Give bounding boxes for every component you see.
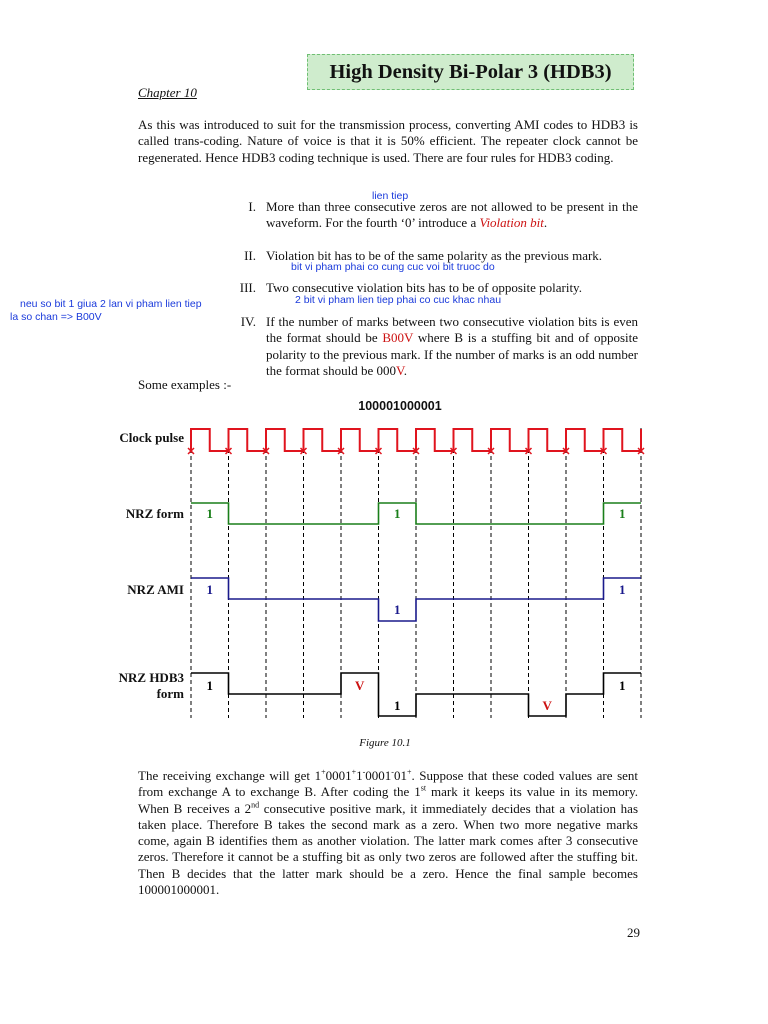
- rule-1-number: I.: [248, 199, 256, 214]
- rule-4-format-v: V: [395, 362, 404, 378]
- conclusion-s6: . Suppose that these coded values are sent from exchange A to exchange B. After coding the 1: [138, 768, 639, 800]
- margin-note-2: la so chan => B00V: [10, 311, 102, 323]
- rule-3-number: III.: [239, 280, 256, 295]
- conclusion-sup4: -: [391, 767, 394, 777]
- conclusion-paragraph: [138, 768, 638, 898]
- page-number: 29: [627, 925, 640, 940]
- ami-pulse-label: 1: [394, 602, 401, 617]
- clock-pulse-waveform: [191, 429, 641, 451]
- ami-pulse-label: 1: [206, 582, 213, 597]
- rule-4-number: IV.: [240, 314, 256, 329]
- figure-caption: Figure 10.1: [359, 737, 411, 749]
- hdb3-pulse-label: V: [355, 678, 365, 693]
- hdb3-pulse-label: 1: [206, 678, 213, 693]
- hdb3-pulse-label: V: [542, 698, 552, 713]
- conclusion-sup3: -: [362, 767, 366, 777]
- nrz-waveform: [191, 503, 641, 524]
- chapter-label: Chapter 10: [138, 85, 197, 100]
- conclusion-s3: 1: [356, 768, 363, 783]
- violation-bit-term: Violation bit: [479, 215, 544, 231]
- hdb3-pulse-label: 1: [394, 698, 401, 713]
- conclusion-s1: The receiving exchange will get 1: [138, 768, 322, 783]
- conclusion-sup1: +: [321, 767, 326, 777]
- conclusion-s7: mark it keeps its value in its memory. When B receives a 2: [138, 784, 638, 816]
- examples-label: Some examples :-: [138, 377, 232, 392]
- conclusion-sup6: st: [420, 783, 427, 793]
- rule-1-text-b: .: [543, 215, 548, 231]
- nrz-ami-label: NRZ AMI: [127, 582, 184, 597]
- nrz-hdb3-label-line-2: form: [156, 686, 184, 701]
- ami-pulse-label: 1: [619, 582, 626, 597]
- rule-4-part-3: 000: [376, 362, 396, 378]
- rule-2-text: Violation bit has to be of the same polarity as the previous mark.: [266, 248, 603, 263]
- conclusion-s5: 01: [393, 768, 407, 783]
- margin-note-1: neu so bit 1 giua 2 lan vi pham lien tiep: [20, 298, 202, 310]
- rule-1-text-a: More than three consecutive zeros are not allowed to be present in the waveform. For the fourth ‘0’ introduce a: [266, 199, 638, 231]
- conclusion-s2: 0001: [325, 768, 352, 783]
- intro-paragraph: As this was introduced to suit for the transmission process, converting AMI codes to HDB3 is called trans-coding. Nature of voice is that it is 50% efficient. The repeater clock cannot be regenerated. Hence HDB3 coding technique is used. There are four rules for HDB3 coding.: [138, 117, 638, 165]
- nrz-hdb3-waveform: [191, 673, 641, 716]
- annotation-rule-3: 2 bit vi pham lien tiep phai co cuc khac nhau: [295, 294, 502, 306]
- nrz-hdb3-label-line-1: NRZ HDB3: [118, 670, 184, 685]
- conclusion-s4: 0001: [365, 768, 392, 783]
- annotation-lien-tiep: lien tiep: [372, 190, 409, 202]
- annotation-rule-2: bit vi pham phai co cung cuc voi bit truoc do: [291, 261, 495, 273]
- conclusion-sup5: +: [406, 767, 412, 777]
- rule-4-format-b00v: B00V: [382, 330, 414, 346]
- hdb3-pulse-label: 1: [619, 678, 626, 693]
- conclusion-sup7: nd: [251, 800, 260, 810]
- conclusion-s8: consecutive positive mark, it immediately decides that a violation has taken place. Therefore B takes the second mark as a zero. When two more negative marks come, again B identifies them as another violation. The latter mark comes after 3 consecutive zeros. Therefore it cannot be a stuffing bit as only two zeros are followed after the stuffing bit. Then B decides that the latter mark should be a zero. Hence the final sample becomes 100001000001.: [138, 800, 639, 898]
- rule-3-text: Two consecutive violation bits has to be of opposite polarity.: [266, 280, 582, 295]
- rule-2-number: II.: [244, 248, 256, 263]
- nrz-pulse-label: 1: [394, 506, 401, 521]
- nrz-pulse-label: 1: [619, 506, 626, 521]
- rule-4-part-1: If the number of marks between two consecutive violation bits is even the format should be: [266, 314, 638, 346]
- clock-pulse-label: Clock pulse: [119, 430, 184, 445]
- page-title: High Density Bi-Polar 3 (HDB3): [307, 54, 634, 90]
- nrz-form-label: NRZ form: [125, 506, 184, 521]
- conclusion-sup2: +: [351, 767, 357, 777]
- bit-sequence: 100001000001: [358, 399, 442, 413]
- rule-4-part-4: .: [403, 362, 407, 378]
- nrz-pulse-label: 1: [206, 506, 213, 521]
- rule-4-part-2: where B is a stuffing bit and of opposite polarity to the previous mark. If the number of marks is an odd number the format should be: [266, 330, 638, 378]
